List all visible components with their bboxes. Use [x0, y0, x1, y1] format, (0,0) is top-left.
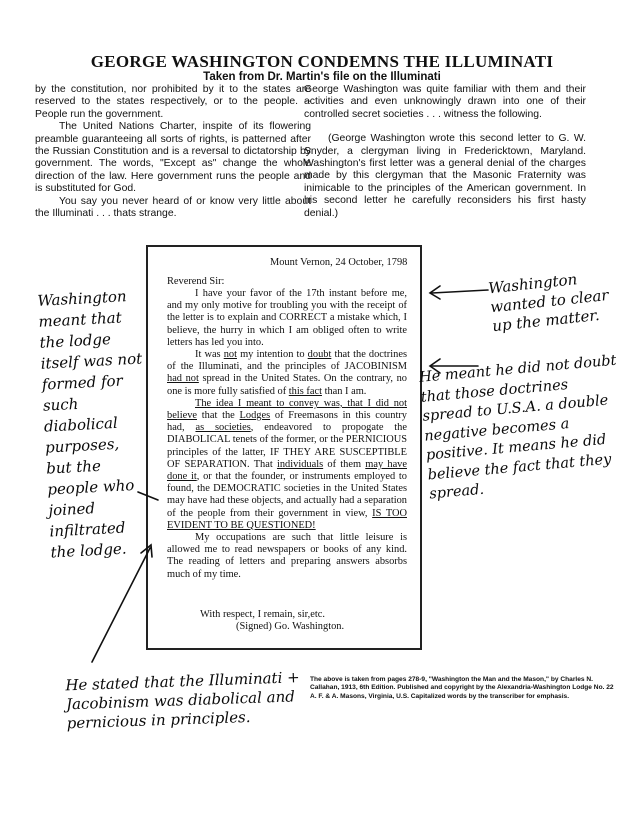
letter-text: of them [323, 458, 366, 470]
page-subtitle: Taken from Dr. Martin's file on the Illuminati [203, 71, 441, 83]
letter-text: spread in the United States. On the contrary, no one is more fully satisfied of [167, 373, 407, 397]
left-paragraph-1: by the constitution, nor prohibited by it to the states are reserved to the states respectively, or to the people. -- People run the government. [35, 84, 311, 120]
underlined-text: IS TOO EVIDENT TO BE QUESTIONED! [167, 507, 407, 531]
letter-text: my intention to [236, 349, 308, 361]
letter-text: It was [195, 349, 224, 361]
underlined-text: as societies [195, 422, 251, 434]
right-paragraph-2: (George Washington wrote this second letter to G. W. Snyder, a clergyman living in Fredericktown, Maryland. Washington's first letter was a general denial of the charges made by this clergyman that the Masonic Fraternity was inimicable to the principles of the American government. In his second letter he carefully reconsiders his first hasty denial.) [304, 133, 586, 219]
letter-closing: With respect, I remain, sir,etc. [200, 609, 325, 620]
underlined-text: may have done it [167, 458, 407, 483]
letter-paragraph-1: I have your favor of the 17th instant before me, and my only motive for troubling you with the receipt of the letter is to explain and CORRECT a mistake which, I believe, the hurry in which I am obliged often to write letters has led you into. [167, 288, 407, 348]
underlined-text: had not [167, 373, 199, 385]
page-title: GEORGE WASHINGTON CONDEMNS THE ILLUMINATI [90, 52, 554, 71]
right-paragraph-1: George Washington was quite familiar with them and their activities and even unknowingly drawn into one of their controlled secret societies . . . witness the following. [304, 84, 586, 120]
letter-text: , endeavored to propogate the DIABOLICAL tenets of the former, or the PERNICIOUS principles of the latter, IF THEY ARE SUSCEPTIBLE OF SEPARATION. That [167, 422, 407, 470]
letter-text: , or that the founder, or instruments employed to found, the DEMOCRATIC societies in the United States may have had these objects, and actually had a separation of the people from their government in view, [167, 471, 407, 519]
handwritten-note-left: Washington meant that the lodge itself was not formed for such diabolical purposes, but the people who joined infiltrated the lodge. [36, 287, 143, 562]
handwritten-note-bottom: He stated that the Illuminati + Jacobinism was diabolical and pernicious in principles. [65, 668, 300, 733]
underlined-text: The idea I meant to convey was, that I did not believe [167, 397, 407, 422]
underlined-text: Lodges [239, 410, 271, 422]
left-paragraph-2: The United Nations Charter, inspite of its flowering preamble guaranteeing all sorts of rights, is patterned after the Russian Constitution and is a reversal to dictatorship by government. The words, "Except as" change the whole direction of the law. Here government runs the people and is substituted for God. [35, 121, 311, 195]
handwritten-note-mid-right: He meant he did not doubt that those doctrines spread to U.S.A. a double negative becomes a positive. It means he did believe the fact that they spread. [418, 352, 618, 503]
underlined-text: not [223, 349, 237, 361]
arrow-to-letter-top [432, 290, 488, 293]
letter-paragraph-4: My occupations are such that little leisure is allowed me to read newspapers or books of any kind. The reading of letters and preparing answers absorbs much of my time. [167, 532, 407, 580]
letter-signature: (Signed) Go. Washington. [236, 621, 345, 633]
source-credits: The above is taken from pages 278-9, "Washington the Man and the Mason," by Charles N. Callahan, 1913, 6th Edition. Published and copyright by the Alexandria-Washington Lodge No. 22 A. F. & A. Masons, Virginia, U.S. Capitalized words by the transcriber for emphasis. [310, 676, 614, 700]
underlined-text: this fact [288, 385, 322, 397]
letter-salutation: Reverend Sir: [167, 276, 225, 287]
handwritten-note-top-right: Washington wanted to clear up the matter. [487, 270, 610, 336]
arrow-left-note-tail [138, 492, 158, 500]
letter-text: of Freemasons in this country had, [167, 410, 407, 434]
underlined-text: individuals [276, 458, 324, 470]
letter-text: that the doctrines of the Illuminati, and the principles of JACOBINISM [167, 349, 407, 373]
letter-text: than I am. [321, 385, 367, 397]
letter-date: Mount Vernon, 24 October, 1798 [270, 257, 408, 268]
underlined-text: doubt [307, 349, 332, 361]
arrow-up-to-letter [92, 548, 150, 662]
left-paragraph-3: You say you never heard of or know very little about the Illuminati . . . thats strange. [35, 195, 311, 220]
letter-text: that the [197, 410, 240, 422]
